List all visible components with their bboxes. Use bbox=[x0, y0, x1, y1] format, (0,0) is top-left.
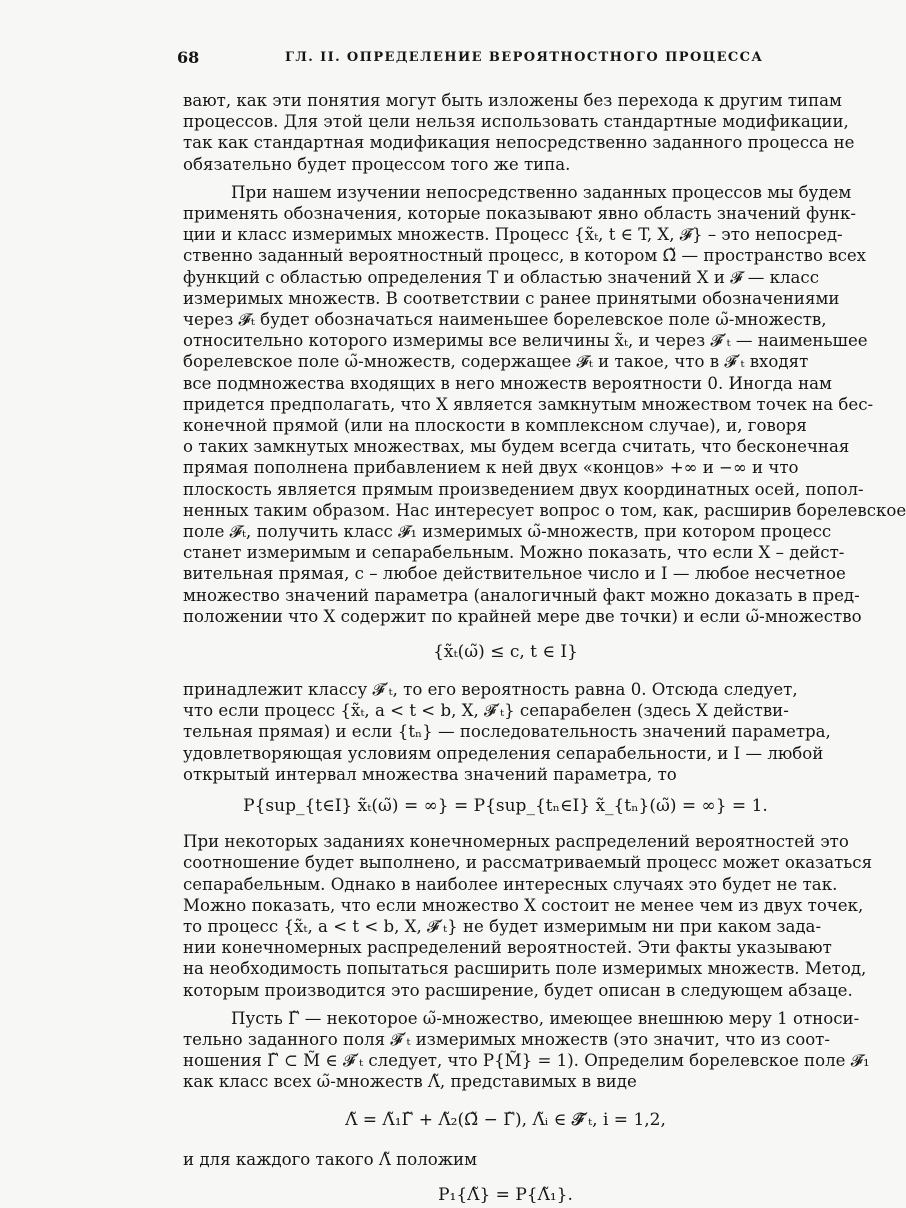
text-line: плоскость является прямым произведением двух координатных осей, попол- bbox=[183, 479, 864, 499]
text-line: ции и класс измеримых множеств. Процесс {x̃ₜ, t ∈ T, X, 𝓕̃} – это непосред- bbox=[183, 225, 843, 245]
formula-decomposition: Λ̃ = Λ̃₁Γ̃ + Λ̃₂(Ω̃ − Γ̃), Λ̃ᵢ ∈ 𝓕̃′ₜ, i = 1,2, bbox=[345, 1109, 666, 1130]
running-head: ГЛ. II. ОПРЕДЕЛЕНИЕ ВЕРОЯТНОСТНОГО ПРОЦЕССА bbox=[285, 50, 764, 65]
page-body bbox=[183, 90, 906, 1208]
text-line: ненных таким образом. Нас интересует вопрос о том, как, расширив борелевское bbox=[183, 500, 906, 520]
formula-measure-definition: P₁{Λ̃} = P{Λ̃₁}. bbox=[438, 1184, 573, 1205]
text-line: нии конечномерных распределений вероятностей. Эти факты указывают bbox=[183, 938, 832, 958]
paragraph-1 bbox=[183, 90, 855, 175]
text-line: ственно заданный вероятностный процесс, в котором Ω̃ — пространство всех bbox=[183, 246, 867, 266]
text-line: как класс всех ω̃-множеств Λ̃, представимых в виде bbox=[183, 1072, 637, 1092]
text-line: прямая пополнена прибавлением к ней двух «концов» +∞ и −∞ и что bbox=[183, 458, 799, 478]
text-line: ношения Γ̃ ⊂ M̃ ∈ 𝓕̃′ₜ следует, что P{M̃} = 1). Определим борелевское поле 𝓕̃₁ bbox=[183, 1051, 870, 1071]
text-line: открытый интервал множества значений параметра, то bbox=[183, 764, 677, 784]
text-line: на необходимость попытаться расширить поле измеримых множеств. Метод, bbox=[183, 959, 867, 979]
text-line: относительно которого измеримы все величины x̃ₜ, и через 𝓕̃′ₜ — наименьшее bbox=[183, 331, 868, 351]
text-line-lead-in: и для каждого такого Λ̃ положим bbox=[183, 1149, 477, 1169]
text-line: так как стандартная модификация непосредственно заданного процесса не bbox=[183, 133, 855, 153]
text-line: При некоторых заданиях конечномерных распределений вероятностей это bbox=[183, 832, 849, 852]
text-line: борелевское поле ω̃-множеств, содержащее 𝓕̃ₜ и такое, что в 𝓕̃′ₜ входят bbox=[183, 352, 809, 372]
text-line: удовлетворяющая условиям определения сепарабельности, и I — любой bbox=[183, 743, 824, 763]
text-line: измеримых множеств. В соответствии с ранее принятыми обозначениями bbox=[183, 288, 840, 308]
page-number: 68 bbox=[177, 48, 200, 67]
text-line: поле 𝓕̃ₜ, получить класс 𝓕̃₁ измеримых ω̃-множеств, при котором процесс bbox=[183, 522, 832, 542]
text-line: которым производится это расширение, будет описан в следующем абзаце. bbox=[183, 980, 853, 1000]
text-line: соотношение будет выполнено, и рассматриваемый процесс может оказаться bbox=[183, 853, 873, 873]
text-line: сепарабельным. Однако в наиболее интересных случаях это будет не так. bbox=[183, 874, 838, 894]
page-header bbox=[177, 48, 827, 72]
text-line: то процесс {x̃ₜ, a < t < b, X, 𝓕̃′ₜ} не будет измеримым ни при каком зада- bbox=[183, 916, 822, 936]
text-line: обязательно будет процессом того же типа. bbox=[183, 154, 571, 174]
text-line: Можно показать, что если множество X состоит не менее чем из двух точек, bbox=[183, 895, 864, 915]
text-line: При нашем изучении непосредственно заданных процессов мы будем bbox=[231, 182, 852, 202]
paragraph-3 bbox=[183, 679, 831, 785]
paragraph-2 bbox=[183, 182, 906, 627]
formula-set-condition: {x̃ₜ(ω̃) ≤ c, t ∈ I} bbox=[433, 642, 578, 663]
formula-sup-equality: P{sup_{t∈I} x̃ₜ(ω̃) = ∞} = P{sup_{tₙ∈I} x̃_{tₙ}(ω̃) = ∞} = 1. bbox=[243, 796, 768, 817]
text-line: принадлежит классу 𝓕̃′ₜ, то его вероятность равна 0. Отсюда следует, bbox=[183, 680, 798, 700]
text-line: через 𝓕̃ₜ будет обозначаться наименьшее борелевское поле ω̃-множеств, bbox=[183, 310, 827, 330]
text-line: станет измеримым и сепарабельным. Можно показать, что если X – дейст- bbox=[183, 543, 845, 563]
text-line: процессов. Для этой цели нельзя использовать стандартные модификации, bbox=[183, 112, 849, 132]
text-line: Пусть Γ̃ — некоторое ω̃-множество, имеющее внешнюю меру 1 относи- bbox=[231, 1008, 860, 1028]
paragraph-4 bbox=[183, 831, 873, 1001]
text-line: вают, как эти понятия могут быть изложены без перехода к другим типам bbox=[183, 91, 842, 110]
text-line: функций с областью определения T и областью значений X и 𝓕̃ — класс bbox=[183, 267, 819, 287]
text-line: тельно заданного поля 𝓕̃′ₜ измеримых множеств (это значит, что из соот- bbox=[183, 1029, 830, 1049]
text-line: тельная прямая) и если {tₙ} — последовательность значений параметра, bbox=[183, 722, 831, 742]
text-line: придется предполагать, что X является замкнутым множеством точек на бес- bbox=[183, 394, 874, 414]
text-line: все подмножества входящих в него множеств вероятности 0. Иногда нам bbox=[183, 373, 832, 393]
text-line: множество значений параметра (аналогичный факт можно доказать в пред- bbox=[183, 585, 860, 605]
text-line: что если процесс {x̃ₜ, a < t < b, X, 𝓕̃′ₜ} сепарабелен (здесь X действи- bbox=[183, 701, 789, 721]
text-line: о таких замкнутых множествах, мы будем всегда считать, что бесконечная bbox=[183, 437, 850, 457]
text-line: конечной прямой (или на плоскости в комплексном случае), и, говоря bbox=[183, 416, 807, 436]
text-line: вительная прямая, c – любое действительное число и I — любое несчетное bbox=[183, 564, 846, 584]
text-line: применять обозначения, которые показывают явно область значений функ- bbox=[183, 204, 856, 224]
paragraph-5 bbox=[183, 1008, 870, 1093]
text-line: положении что X содержит по крайней мере две точки) и если ω̃-множество bbox=[183, 606, 862, 626]
